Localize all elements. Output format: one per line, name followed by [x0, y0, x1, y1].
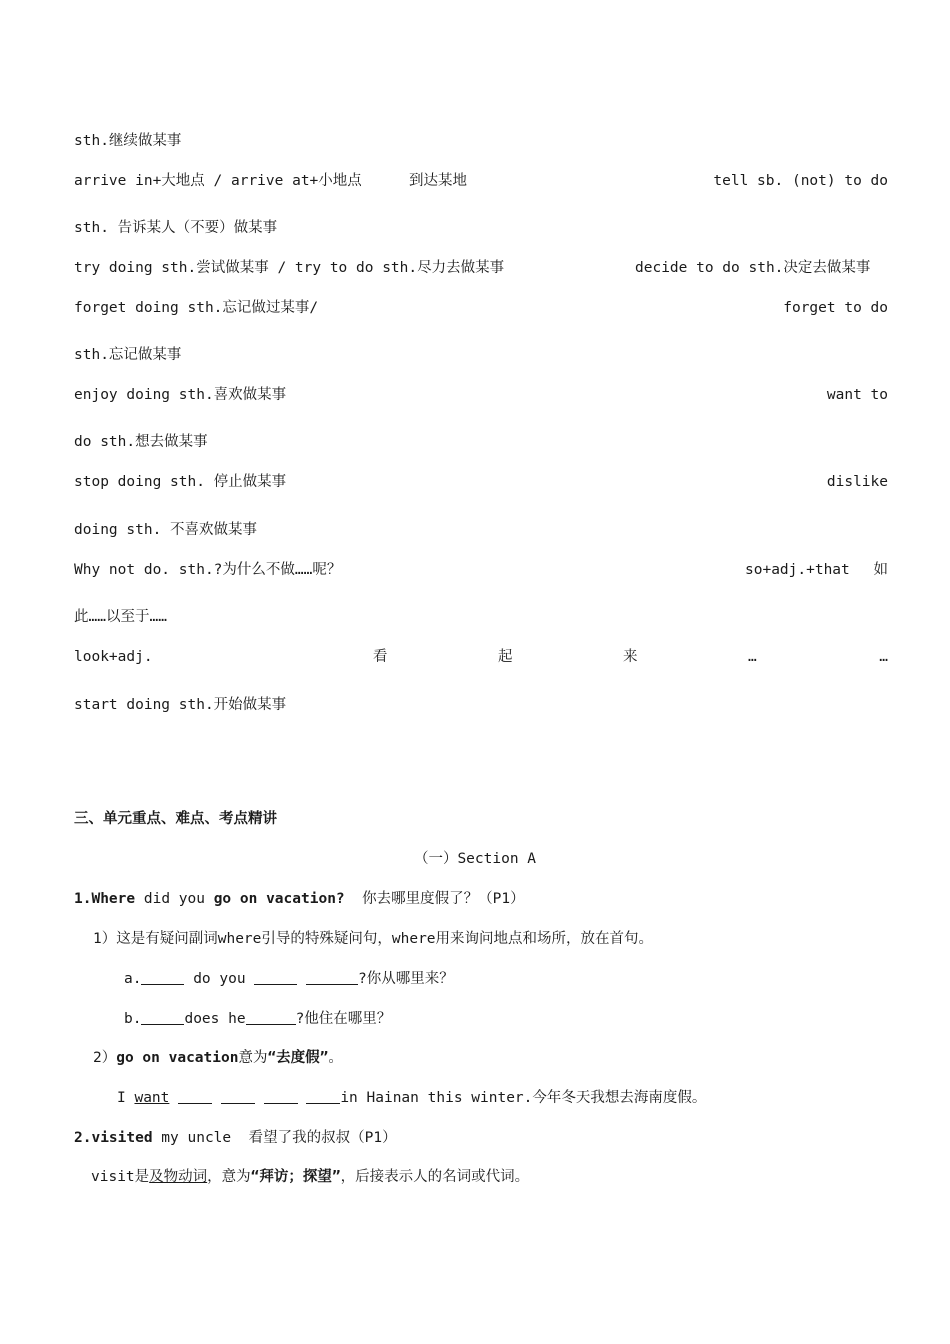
point-2-note	[91, 1167, 529, 1187]
phrase-stop: stop doing sth. 停止做某事	[74, 474, 287, 490]
phrase-tell-end: sth. 告诉某人（不要）做某事	[74, 220, 278, 236]
point-1-meaning: 你去哪里度假了？（P1）	[344, 891, 525, 907]
blank-field[interactable]	[178, 1089, 212, 1104]
blank-field[interactable]	[306, 1089, 340, 1104]
blank-field[interactable]	[141, 1010, 184, 1025]
phrase-decide: decide to do sth.决定去做某事	[635, 260, 871, 276]
section-subheading: （一）Section A	[413, 851, 537, 867]
point-2-title	[74, 1128, 397, 1148]
phrase-dislike-end: doing sth. 不喜欢做某事	[74, 522, 258, 538]
phrase-look-ellipsis-1: …	[748, 649, 757, 665]
point-1-go-on-vacation: go on vacation?	[213, 891, 345, 907]
phrase-want-end: do sth.想去做某事	[74, 434, 208, 450]
phrase-start: start doing sth.开始做某事	[74, 697, 287, 713]
example-a-mid: do you	[184, 971, 255, 987]
phrase-forget-to-end: sth.忘记做某事	[74, 347, 182, 363]
blank-field[interactable]	[141, 970, 184, 985]
point-2-note-end: ，后接表示人的名词或代词。	[340, 1169, 530, 1185]
phrase-look-char-1: 看	[373, 649, 388, 665]
phrase-so-that-end: 此……以至于……	[74, 609, 167, 625]
phrase-enjoy: enjoy doing sth.喜欢做某事	[74, 387, 287, 403]
phrase-continue-tail: sth.继续做某事	[74, 133, 182, 149]
example-c-subject: I	[117, 1090, 135, 1106]
point-2-meaning: “拜访；探望”	[250, 1169, 341, 1185]
phrase-so-that-ru: 如	[873, 562, 888, 578]
phrase-look-char-2: 起	[498, 649, 513, 665]
phrase-tell-start: tell sb. (not) to do	[713, 173, 888, 189]
phrase-look-ellipsis-2: …	[879, 649, 888, 665]
point-1-number: 1.	[74, 891, 92, 907]
section-heading: 三、单元重点、难点、考点精讲	[74, 811, 277, 827]
phrase-forget-to-start: forget to do	[783, 300, 888, 316]
phrase-dislike-start: dislike	[826, 474, 888, 490]
note-2-phrase: go on vacation	[116, 1050, 239, 1066]
point-1-note-2	[93, 1048, 343, 1068]
phrase-arrive-meaning: 到达某地	[409, 173, 467, 189]
phrase-forget-doing: forget doing sth.忘记做过某事/	[74, 300, 319, 316]
point-1-did-you: did you	[135, 891, 214, 907]
example-c-end: in Hainan this winter.今年冬天我想去海南度假。	[340, 1090, 707, 1106]
point-2-number: 2.	[74, 1130, 92, 1146]
point-1-where: Where	[91, 891, 136, 907]
phrase-try: try doing sth.尝试做某事 / try to do sth.尽力去做某事	[74, 260, 505, 276]
point-2-note-start: visit是	[91, 1169, 150, 1185]
note-2-number: 2）	[93, 1050, 117, 1066]
blank-field[interactable]	[306, 970, 358, 985]
point-1-note-1: 1）这是有疑问副词where引导的特殊疑问句，where用来询问地点和场所，放在首句。	[93, 931, 654, 947]
point-2-rest: my uncle 看望了我的叔叔（P1）	[152, 1130, 397, 1146]
blank-field[interactable]	[246, 1010, 296, 1025]
point-2-means: ，意为	[207, 1169, 251, 1185]
point-1-title	[74, 889, 525, 909]
example-b-mid: does he	[184, 1011, 246, 1027]
blank-field[interactable]	[264, 1089, 298, 1104]
point-1-example-a	[124, 969, 454, 989]
example-b-label: b.	[124, 1011, 142, 1027]
phrase-arrive: arrive in+大地点 / arrive at+小地点	[74, 173, 362, 189]
point-2-visited: visited	[91, 1130, 153, 1146]
blank-field[interactable]	[254, 970, 297, 985]
phrase-want-start: want to	[826, 387, 888, 403]
note-2-means: 意为	[238, 1050, 268, 1066]
note-2-period: 。	[328, 1050, 343, 1066]
point-1-example-b	[124, 1009, 391, 1029]
point-1-example-c	[117, 1088, 706, 1108]
example-b-end: ?他住在哪里？	[295, 1011, 392, 1027]
example-c-want: want	[134, 1090, 170, 1106]
point-2-transitive-verb: 及物动词	[149, 1169, 208, 1185]
phrase-look: look+adj.	[74, 649, 153, 665]
example-a-label: a.	[124, 971, 142, 987]
blank-field[interactable]	[221, 1089, 255, 1104]
note-2-meaning: “去度假”	[267, 1050, 329, 1066]
phrase-look-char-3: 来	[623, 649, 638, 665]
example-a-end: ?你从哪里来？	[358, 971, 454, 987]
phrase-so-that-start: so+adj.+that	[745, 562, 850, 578]
phrase-why-not: Why not do. sth.?为什么不做……呢？	[74, 562, 342, 578]
